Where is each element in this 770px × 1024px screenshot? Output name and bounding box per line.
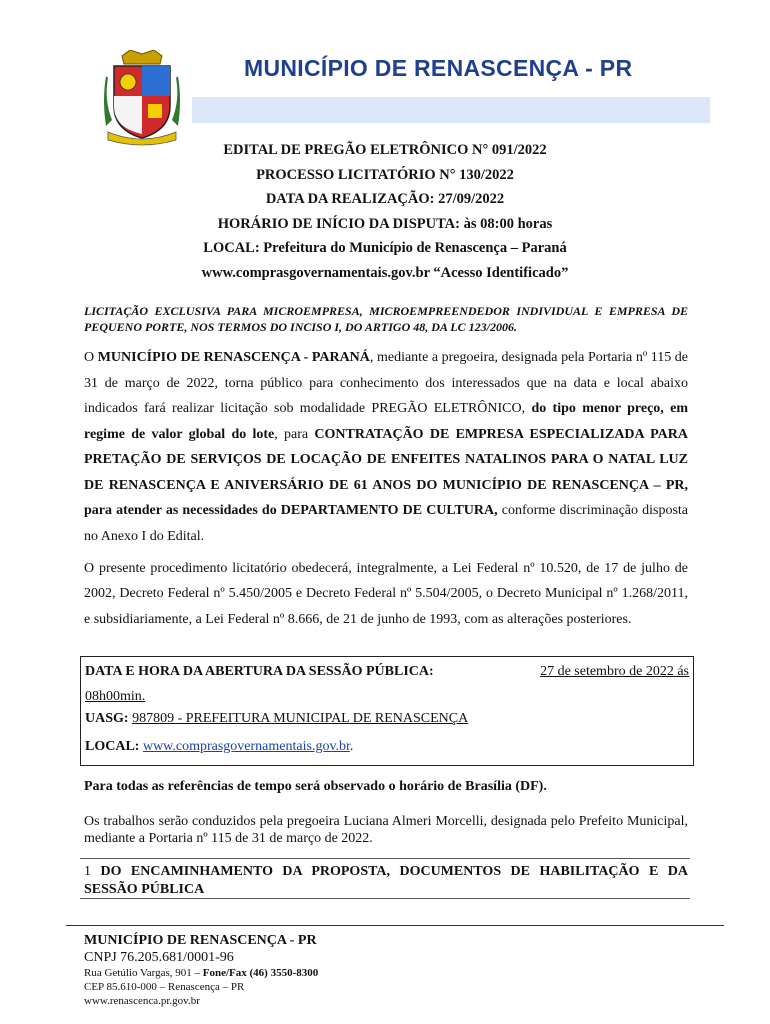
page-footer — [84, 932, 584, 1008]
conductor-paragraph: Os trabalhos serão conduzidos pela pregoeira Luciana Almeri Morcelli, designada pelo Prefeito Municipal, mediante a Portaria nº 115 de 31 de março de 2022. — [84, 814, 688, 846]
session-info-box — [80, 656, 694, 766]
section-divider-top — [80, 858, 690, 859]
portal-link[interactable]: www.comprasgovernamentais.gov.br — [142, 739, 350, 754]
process-number: PROCESSO LICITATÓRIO N° 130/2022 — [256, 166, 514, 183]
footer-website[interactable]: www.renascenca.pr.gov.br — [84, 995, 200, 1007]
municipal-coat-of-arms-icon — [102, 50, 182, 146]
intro-paragraph: O MUNICÍPIO DE RENASCENÇA - PARANÁ, mediante a pregoeira, designada pela Portaria nº 115 de 31 de março de 2022, torna público para conhecimento dos interessados que na data e local abaixo indicados fará realizar licitação sob modalidade PREGÃO ELETRÔNICO, do tipo menor preço, em regime de valor global do lote, para CONTRATAÇÃO DE EMPRESA ESPECIALIZADA PARA PRETAÇÃO DE SERVIÇOS DE LOCAÇÃO DE ENFEITES NATALINOS PARA O NATAL LUZ DE RENASCENÇA E ANIVERSÁRIO DE 61 ANOS DO MUNICÍPIO DE RENASCENÇA – PR, para atender as necessidades do DEPARTAMENTO DE CULTURA, conforme discriminação disposta no Anexo I do Edital. — [84, 350, 688, 544]
title-band — [192, 97, 710, 123]
uasg-line: UASG: 987809 - PREFEITURA MUNICIPAL DE RENASCENÇA — [85, 711, 469, 726]
page-title: MUNICÍPIO DE RENASCENÇA - PR — [244, 55, 633, 81]
exclusive-bidding-note: LICITAÇÃO EXCLUSIVA PARA MICROEMPRESA, MICROEMPREENDEDOR INDIVIDUAL E EMPRESA DE PEQUENO PORTE, NOS TERMOS DO INCISO I, DO ARTIGO 48, DA LC 123/2006. — [84, 304, 688, 334]
footer-address: Rua Getúlio Vargas, 901 – Fone/Fax (46) 3550-8300 — [84, 967, 319, 979]
footer-cnpj: CNPJ 76.205.681/0001-96 — [84, 950, 234, 965]
edital-header-block — [0, 138, 770, 285]
footer-cep: CEP 85.610-000 – Renascença – PR — [84, 981, 245, 993]
opening-session-line: DATA E HORA DA ABERTURA DA SESSÃO PÚBLICA: 27 de setembro de 2022 ás 08h00min. — [85, 664, 689, 704]
realization-date: DATA DA REALIZAÇÃO: 27/09/2022 — [265, 191, 505, 207]
footer-divider — [66, 925, 724, 926]
edital-number: EDITAL DE PREGÃO ELETRÔNICO N° 091/2022 — [223, 142, 547, 158]
footer-municipality-name: MUNICÍPIO DE RENASCENÇA - PR — [84, 933, 317, 948]
location-line: LOCAL: Prefeitura do Município de Renascença – Paraná — [203, 240, 567, 256]
dispute-start-time: HORÁRIO DE INÍCIO DA DISPUTA: às 08:00 horas — [217, 215, 553, 232]
legal-basis-paragraph: O presente procedimento licitatório obedecerá, integralmente, a Lei Federal nº 10.520, de 17 de julho de 2002, Decreto Federal nº 5.450/2005 e Decreto Federal nº 5.504/2005, o Decreto Municipal nº 1.268/2011, e subsidiariamente, a Lei Federal nº 8.666, de 21 de junho de 1993, com as alterações posteriores. — [84, 561, 688, 627]
section-divider-bottom — [80, 898, 690, 899]
portal-line: www.comprasgovernamentais.gov.br “Acesso Identificado” — [201, 264, 569, 281]
section-1-heading: 1 DO ENCAMINHAMENTO DA PROPOSTA, DOCUMENTOS DE HABILITAÇÃO E DA SESSÃO PÚBLICA — [84, 864, 688, 897]
time-reference-note: Para todas as referências de tempo será observado o horário de Brasília (DF). — [84, 779, 547, 794]
local-line: LOCAL: www.comprasgovernamentais.gov.br. — [85, 739, 354, 754]
